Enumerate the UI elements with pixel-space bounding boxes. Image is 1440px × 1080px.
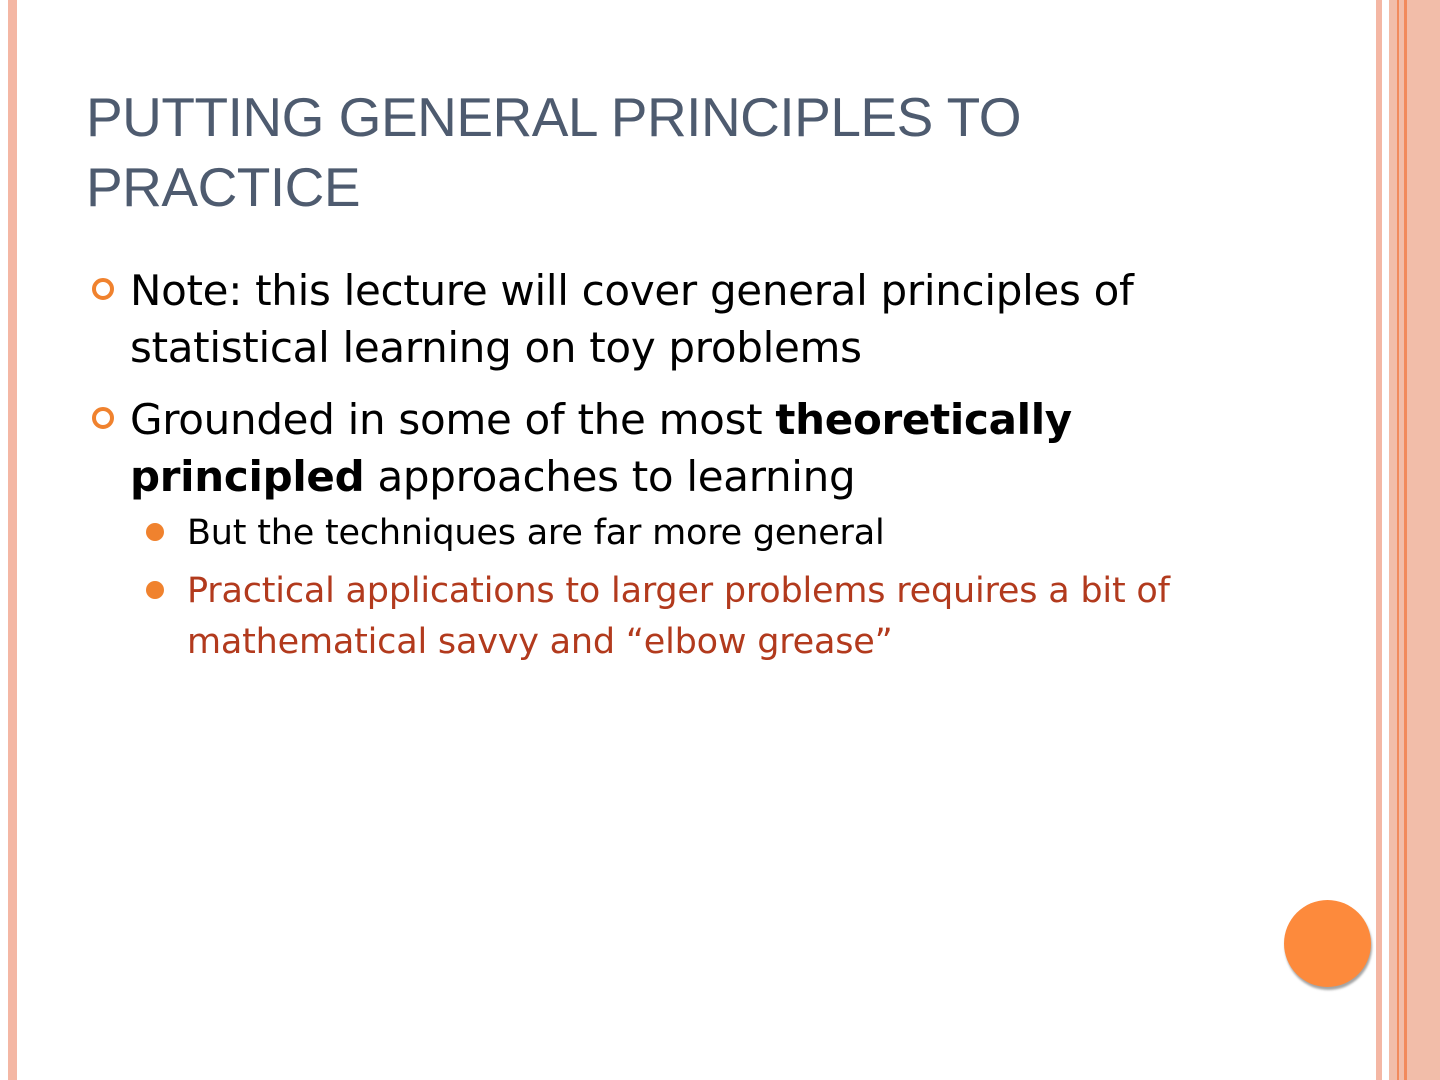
sub-bullet-item xyxy=(88,566,1308,668)
sub-bullet-list xyxy=(88,508,1308,668)
bullet-text: Note: this lecture will cover general principles of statistical learning on toy problems xyxy=(130,266,1134,372)
slide-content xyxy=(88,262,1308,675)
dot-bullet-icon xyxy=(146,581,164,599)
bullet-item xyxy=(88,391,1308,505)
left-border-bar xyxy=(8,0,17,1080)
slide-title: PUTTING GENERAL PRINCIPLES TO PRACTICE xyxy=(86,86,1021,218)
right-border-line xyxy=(1397,0,1399,1080)
bullet-bold-text: theoretically principled xyxy=(130,395,1072,501)
right-border-line xyxy=(1404,0,1407,1080)
ring-bullet-icon xyxy=(92,278,114,300)
sub-bullet-text: Practical applications to larger problems requires a bit of mathematical savvy and “elbow grease” xyxy=(187,571,1170,662)
right-border-stripe xyxy=(1376,0,1382,1080)
sub-bullet-text: But the techniques are far more general xyxy=(187,513,885,553)
bullet-text: approaches to learning xyxy=(364,452,856,501)
dot-bullet-icon xyxy=(146,523,164,541)
slide-nav-circle-button[interactable] xyxy=(1284,900,1371,987)
sub-bullet-item xyxy=(88,508,1308,559)
bullet-item xyxy=(88,262,1308,376)
bullet-text: Grounded in some of the most xyxy=(130,395,776,444)
ring-bullet-icon xyxy=(92,407,114,429)
